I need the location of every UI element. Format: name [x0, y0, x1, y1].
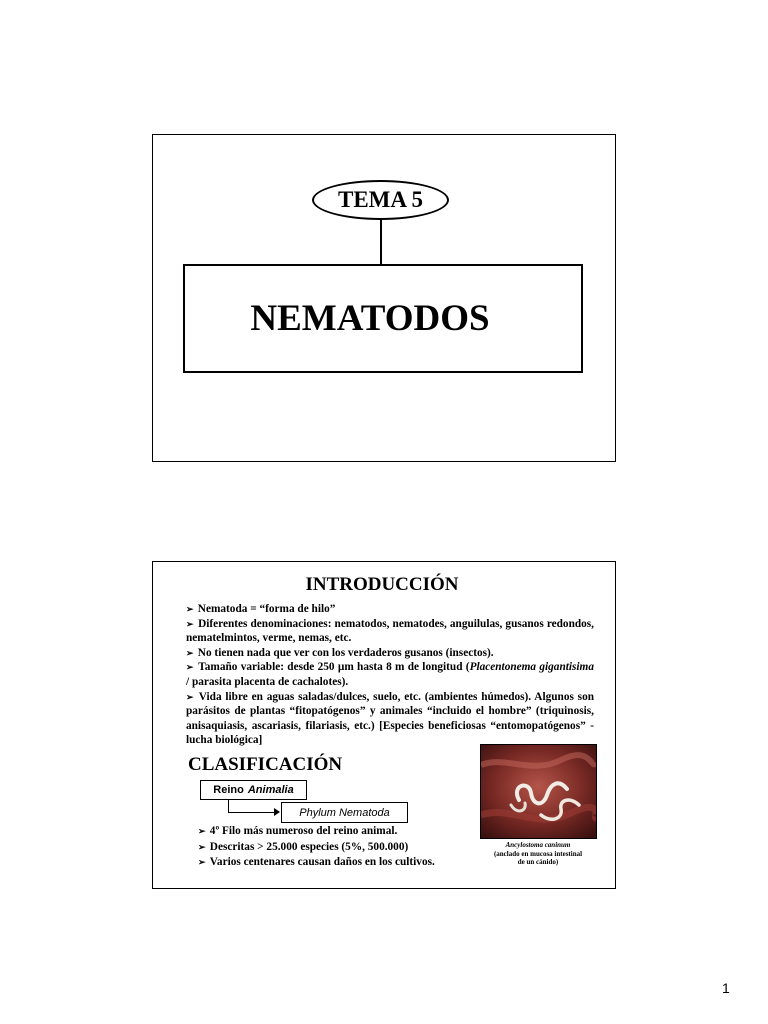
connector-line [380, 220, 382, 265]
bullet-arrow-icon: ➢ [186, 662, 197, 673]
photo-caption-species: Ancylostoma caninum [505, 841, 571, 849]
slide-tema [152, 134, 616, 462]
bullet-arrow-icon: ➢ [186, 647, 196, 658]
clasificacion-bullet-text: Varios centenares causan daños en los cultivos. [209, 856, 435, 868]
tree-arrow-icon [274, 808, 280, 816]
bullet-arrow-icon: ➢ [198, 841, 208, 852]
clasificacion-bullet-list [198, 824, 488, 871]
intro-bullet-text: Vida libre en aguas saladas/dulces, suelo, etc. (ambientes húmedos). Algunos son parásitos de plantas “fitopatógenos” y animales “incluido el hombre” (triquinosis, anisaquiasis, ascariasis, filariasis, etc.) [Especies beneficiosas “entomopatógenos” - lucha biológica] [186, 690, 594, 747]
tree-connector-vertical [228, 800, 229, 812]
nematode-photo [480, 744, 597, 839]
clasificacion-heading: CLASIFICACIÓN [188, 754, 343, 775]
intro-bullet [186, 617, 594, 646]
intro-bullet [186, 690, 594, 748]
tree-connector-horizontal [228, 812, 278, 813]
bullet-arrow-icon: ➢ [186, 604, 196, 614]
intro-bullet [186, 646, 594, 661]
reino-name: Animalia [247, 784, 294, 796]
intro-bullet [186, 602, 594, 617]
slide-introduccion [152, 561, 616, 889]
reino-label: Reino [213, 784, 244, 796]
photo-caption-detail-line2: de un cánido) [517, 858, 559, 866]
bullet-arrow-icon: ➢ [198, 826, 208, 836]
intro-bullet-text: / parasita placenta de cachalotes). [186, 675, 349, 688]
nematode-photo-image [481, 745, 596, 838]
intro-bullet [186, 660, 594, 689]
bullet-arrow-icon: ➢ [186, 691, 197, 702]
clasificacion-bullet-text: 4º Filo más numeroso del reino animal. [209, 825, 398, 837]
intro-bullet-text: Diferentes denominaciones: nematodos, nematodes, anguilulas, gusanos redondos, nematelmintos, verme, nemas, etc. [186, 617, 595, 645]
reino-box [200, 780, 307, 800]
intro-bullet-italic-text: Placentonema gigantisima [469, 661, 594, 674]
photo-caption-detail-line1: (anclado en mucosa intestinal [493, 849, 583, 858]
bullet-arrow-icon: ➢ [198, 857, 208, 867]
intro-heading: INTRODUCCIÓN [305, 574, 459, 595]
clasificacion-bullet [198, 824, 488, 840]
photo-caption [473, 841, 603, 867]
page-number: 1 [722, 980, 730, 996]
intro-bullet-list [186, 602, 594, 748]
intro-bullet-text: No tienen nada que ver con los verdaderos gusanos (insectos). [197, 646, 494, 659]
slide-title: NEMATODOS [183, 264, 583, 373]
bullet-arrow-icon: ➢ [186, 618, 197, 629]
clasificacion-bullet [198, 840, 488, 856]
clasificacion-bullet-text: Descritas > 25.000 especies (5%, 500.000) [209, 840, 409, 853]
tema-label: TEMA 5 [312, 180, 449, 220]
phylum-box: Phylum Nematoda [281, 802, 408, 823]
clasificacion-bullet [198, 855, 488, 871]
intro-bullet-text: Tamaño variable: desde 250 µm hasta 8 m de longitud ( [198, 661, 470, 674]
intro-bullet-text: Nematoda = “forma de hilo” [197, 603, 336, 615]
